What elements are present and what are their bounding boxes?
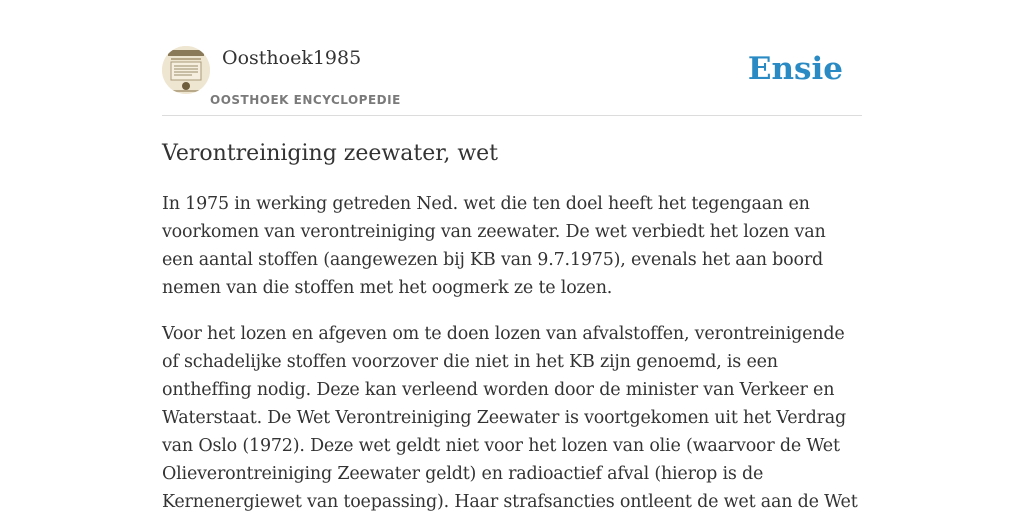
avatar[interactable] bbox=[162, 46, 210, 94]
article-paragraph-2: Voor het lozen en afgeven om te doen lozen van afvalstoffen, verontreinigende of schadelijke stoffen voorzover die niet in het KB zijn genoemd, is een ontheffing nodig. Deze kan verleend worden door de minister van Verkeer en Waterstaat. De Wet Verontreiniging Zeewater is voortgekomen uit het Verdrag van Oslo (1972). Deze wet geldt niet voor het lozen van olie (waarvoor de Wet Olieverontreiniging Zeewater geldt) en radioactief afval (hierop is de Kernenergiewet van toepassing). Haar strafsancties ontleent de wet aan de Wet bbox=[162, 324, 858, 512]
source-name-link[interactable]: Oosthoek1985 bbox=[222, 47, 362, 69]
source-header bbox=[162, 44, 862, 116]
encyclopedia-cover-icon bbox=[162, 46, 210, 94]
article bbox=[162, 138, 862, 512]
ensie-logo[interactable]: Ensie bbox=[747, 51, 843, 87]
article-title: Verontreiniging zeewater, wet bbox=[162, 141, 499, 166]
article-paragraph-1: In 1975 in werking getreden Ned. wet die ten doel heeft het tegengaan en voorkomen van verontreiniging van zeewater. De wet verbiedt het lozen van een aantal stoffen (aangewezen bij KB van 9.7.1975), evenals het aan boord nemen van die stoffen met het oogmerk ze te lozen. bbox=[162, 194, 826, 298]
source-subtitle: OOSTHOEK ENCYCLOPEDIE bbox=[210, 93, 401, 107]
